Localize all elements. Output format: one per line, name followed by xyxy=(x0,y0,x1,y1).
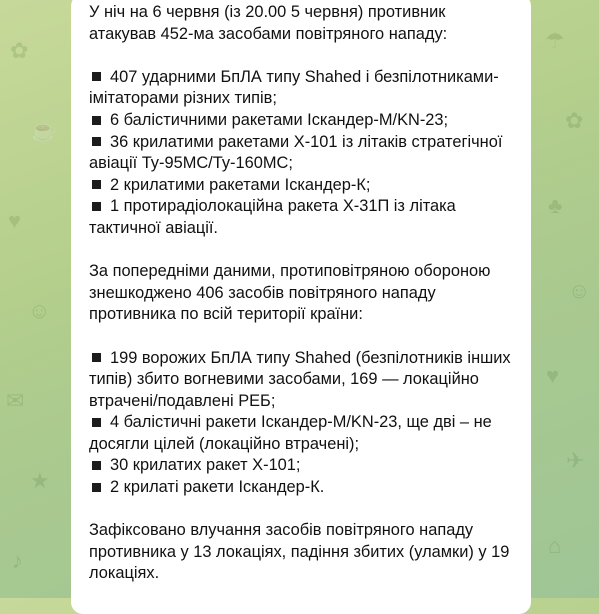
message-intro: У ніч на 6 червня (із 20.00 5 червня) противник атакував 452-ма засобами повітряного нападу: xyxy=(89,3,448,43)
attack-list-item xyxy=(89,175,517,197)
attack-item-text: 36 крилатими ракетами Х-101 із літаків стратегічної авіації Ту-95МС/Ту-160МС; xyxy=(89,132,503,173)
attack-list-item xyxy=(89,67,517,110)
defense-summary: За попередніми даними, протиповітряною обороною знешкоджено 406 засобів повітряного нападу противника по всій території країни: xyxy=(89,262,491,324)
attack-list-item xyxy=(89,196,517,239)
spacer xyxy=(89,45,517,67)
doodle-icon: ★ xyxy=(30,468,50,493)
doodle-icon: ✈ xyxy=(566,448,585,473)
defense-list-item xyxy=(89,348,517,413)
doodle-icon: ♪ xyxy=(12,548,23,573)
defense-list-item xyxy=(89,477,517,499)
attack-list-item xyxy=(89,132,517,175)
doodle-icon: ⌂ xyxy=(548,533,562,558)
defense-item-text: 4 балістичні ракети Іскандер-М/KN-23, ще дві – не досягли цілей (локаційно втрачені); xyxy=(89,413,492,453)
doodle-icon: ☺ xyxy=(568,278,591,303)
black-square-icon xyxy=(92,353,101,362)
doodle-icon: ☂ xyxy=(545,28,565,53)
attack-item-text: 1 протирадіолокаційна ракета Х-31П із літака тактичної авіації. xyxy=(89,197,456,237)
doodle-icon: ✉ xyxy=(6,388,25,413)
defense-list-item xyxy=(89,455,517,477)
doodle-icon: ♣ xyxy=(548,193,563,218)
black-square-icon xyxy=(92,180,101,189)
black-square-icon xyxy=(92,116,101,125)
doodle-icon: ✿ xyxy=(565,108,584,133)
doodle-icon: ☕ xyxy=(30,118,58,143)
black-square-icon xyxy=(92,461,101,470)
attack-item-text: 407 ударними БпЛА типу Shahed і безпілотниками-імітаторами різних типів; xyxy=(89,67,499,108)
black-square-icon xyxy=(92,137,101,146)
spacer xyxy=(89,240,517,262)
attack-item-text: 2 крилатими ракетами Іскандер-К; xyxy=(110,175,371,194)
message-bubble[interactable] xyxy=(71,0,531,614)
black-square-icon xyxy=(92,418,101,427)
defense-list-item xyxy=(89,412,517,455)
doodle-icon: ♥ xyxy=(8,208,22,233)
defense-item-text: 199 ворожих БпЛА типу Shahed (безпілотників інших типів) збито вогневими засобами, 169 — локаційно втрачені/подавлені РЕБ; xyxy=(89,348,511,410)
doodle-icon: ☺ xyxy=(28,298,51,323)
doodle-icon: ♥ xyxy=(546,363,560,388)
black-square-icon xyxy=(92,202,101,211)
black-square-icon xyxy=(92,483,101,492)
defense-item-text: 2 крилаті ракети Іскандер-К. xyxy=(110,478,325,497)
defense-item-text: 30 крилатих ракет Х-101; xyxy=(110,456,301,475)
hits-summary: Зафіксовано влучання засобів повітряного нападу противника у 13 локаціях, падіння збитих (уламки) у 19 локаціях. xyxy=(89,521,510,583)
black-square-icon xyxy=(92,72,101,81)
attack-item-text: 6 балістичними ракетами Іскандер-М/KN-23; xyxy=(110,110,449,129)
spacer xyxy=(89,499,517,521)
attack-list-item xyxy=(89,110,517,132)
doodle-icon: ✿ xyxy=(10,38,29,63)
spacer xyxy=(89,326,517,348)
